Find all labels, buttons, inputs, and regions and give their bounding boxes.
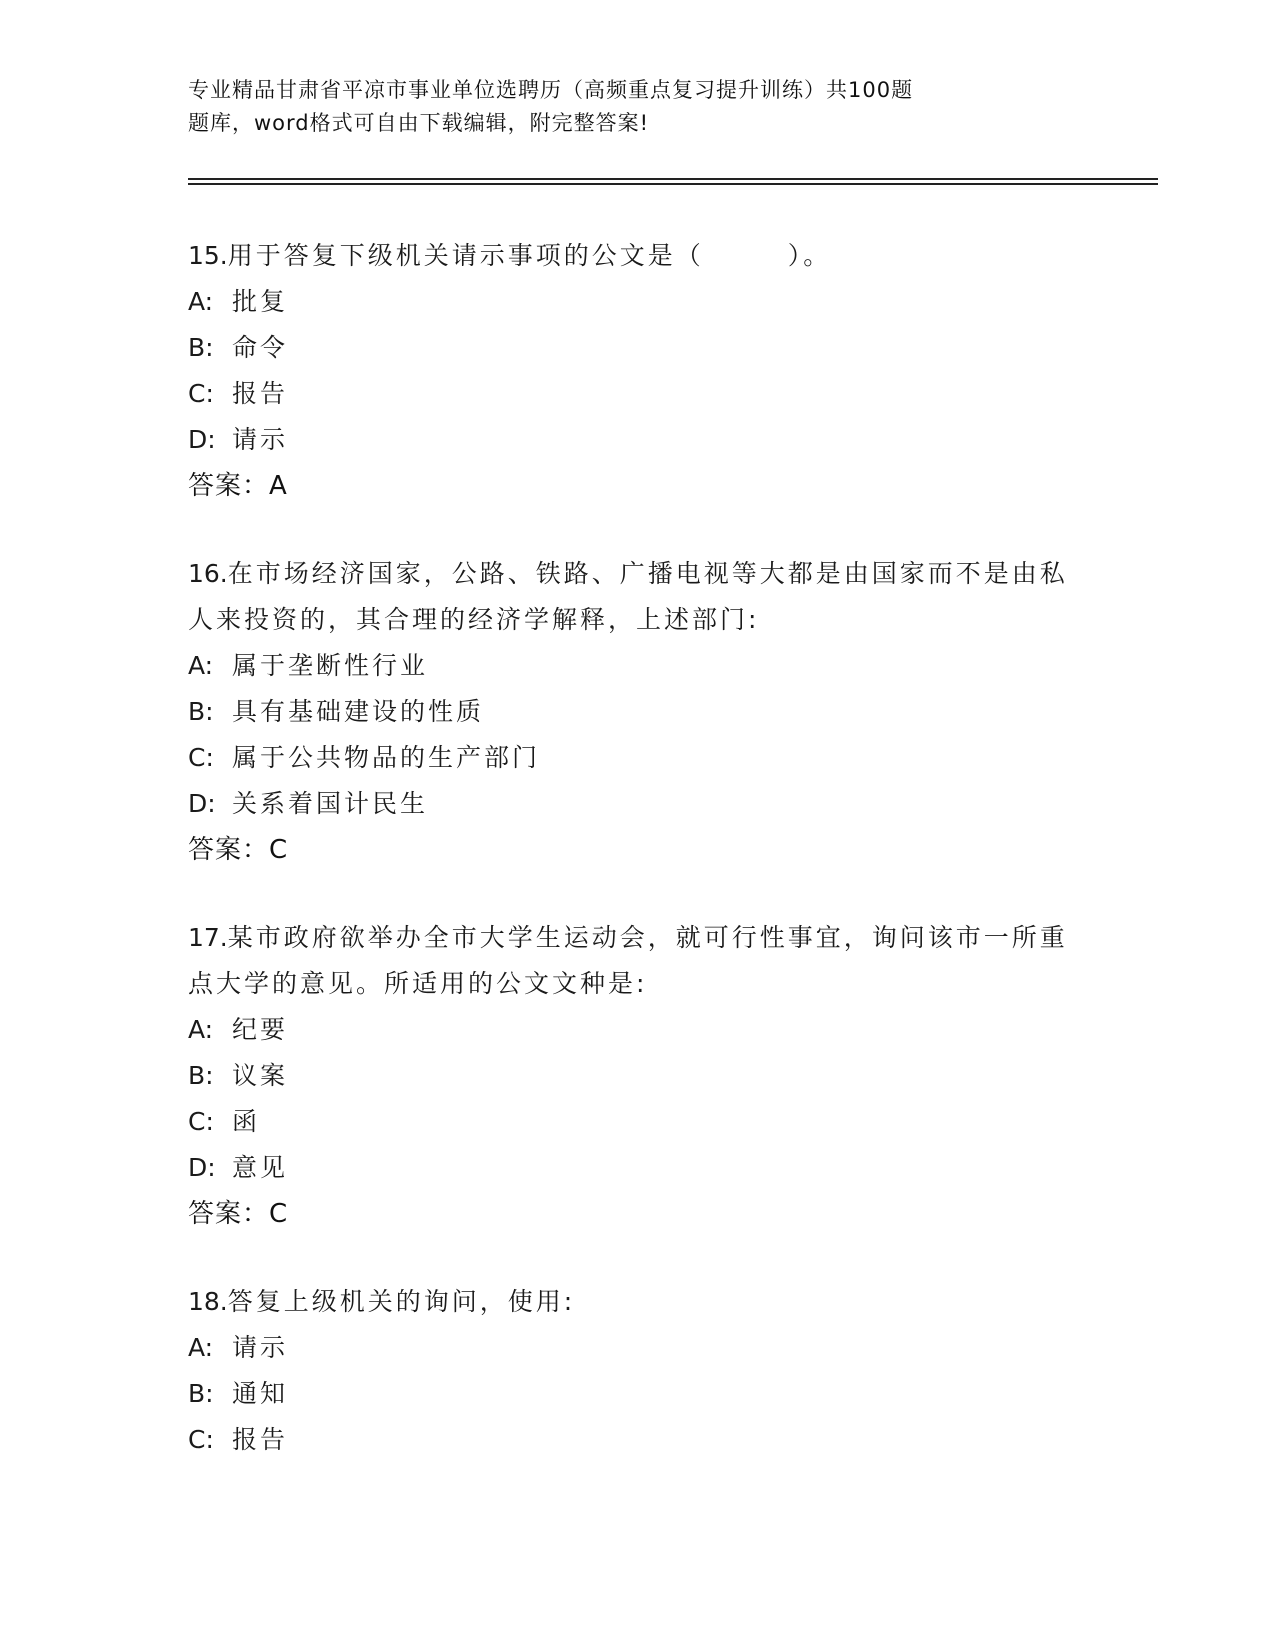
- question-stem: [188, 233, 1088, 279]
- question-list: [188, 233, 1088, 1505]
- option-b: [188, 325, 1088, 371]
- option-label: C:: [188, 743, 214, 772]
- option-label: C:: [188, 1107, 214, 1136]
- option-text: 通知: [232, 1379, 289, 1408]
- question-text: 在市场经济国家，公路、铁路、广播电视等大都是由国家而不是由私人来投资的，其合理的经济学解释，上述部门:: [188, 559, 1068, 634]
- option-a: [188, 1325, 1088, 1371]
- option-label: C:: [188, 379, 214, 408]
- option-text: 关系着国计民生: [232, 789, 429, 818]
- option-text: 具有基础建设的性质: [232, 697, 485, 726]
- option-label: A:: [188, 1015, 214, 1044]
- header-line-2: 题库，word格式可自由下载编辑，附完整答案!: [188, 111, 650, 135]
- option-b: [188, 1371, 1088, 1417]
- question-number: 17.: [188, 923, 228, 952]
- option-c: [188, 1417, 1088, 1463]
- option-label: A:: [188, 1333, 214, 1362]
- question-18: [188, 1279, 1088, 1463]
- option-c: [188, 735, 1088, 781]
- question-number: 18.: [188, 1287, 228, 1316]
- option-label: A:: [188, 651, 214, 680]
- option-label: D:: [188, 1153, 216, 1182]
- option-d: [188, 781, 1088, 827]
- question-number: 16.: [188, 559, 228, 588]
- option-label: B:: [188, 1061, 214, 1090]
- option-label: C:: [188, 1425, 214, 1454]
- answer-line: 答案：C: [188, 835, 289, 865]
- question-stem: [188, 1279, 1088, 1325]
- option-a: [188, 279, 1088, 325]
- header-rule-bottom: [188, 183, 1158, 185]
- option-a: [188, 1007, 1088, 1053]
- option-text: 属于公共物品的生产部门: [232, 743, 541, 772]
- option-c: [188, 371, 1088, 417]
- option-text: 属于垄断性行业: [232, 651, 429, 680]
- option-label: B:: [188, 697, 214, 726]
- question-stem: [188, 915, 1088, 1007]
- option-text: 请示: [232, 1333, 289, 1362]
- question-stem: [188, 551, 1088, 643]
- question-text: 某市政府欲举办全市大学生运动会，就可行性事宜，询问该市一所重点大学的意见。所适用的公文文种是:: [188, 923, 1068, 998]
- option-a: [188, 643, 1088, 689]
- option-text: 意见: [232, 1153, 289, 1182]
- option-text: 函: [232, 1107, 261, 1136]
- option-text: 报告: [232, 379, 289, 408]
- document-header: [188, 74, 1018, 140]
- option-text: 命令: [232, 333, 289, 362]
- option-label: D:: [188, 425, 216, 454]
- header-rule-top: [188, 178, 1158, 180]
- option-label: A:: [188, 287, 214, 316]
- header-line-1: 专业精品甘肃省平凉市事业单位选聘历（高频重点复习提升训练）共100题: [188, 78, 914, 102]
- answer-line: 答案：C: [188, 1199, 289, 1229]
- option-text: 请示: [232, 425, 289, 454]
- option-c: [188, 1099, 1088, 1145]
- option-label: D:: [188, 789, 216, 818]
- option-d: [188, 1145, 1088, 1191]
- question-17: [188, 915, 1088, 1237]
- option-b: [188, 1053, 1088, 1099]
- option-label: B:: [188, 1379, 214, 1408]
- option-text: 报告: [232, 1425, 289, 1454]
- option-text: 纪要: [232, 1015, 289, 1044]
- question-text: 用于答复下级机关请示事项的公文是（ ）。: [227, 241, 832, 270]
- question-15: [188, 233, 1088, 509]
- option-text: 批复: [232, 287, 289, 316]
- question-text: 答复上级机关的询问，使用:: [227, 1287, 576, 1316]
- question-16: [188, 551, 1088, 873]
- option-d: [188, 417, 1088, 463]
- option-b: [188, 689, 1088, 735]
- option-label: B:: [188, 333, 214, 362]
- answer-line: 答案：A: [188, 471, 288, 501]
- option-text: 议案: [232, 1061, 289, 1090]
- question-number: 15.: [188, 241, 228, 270]
